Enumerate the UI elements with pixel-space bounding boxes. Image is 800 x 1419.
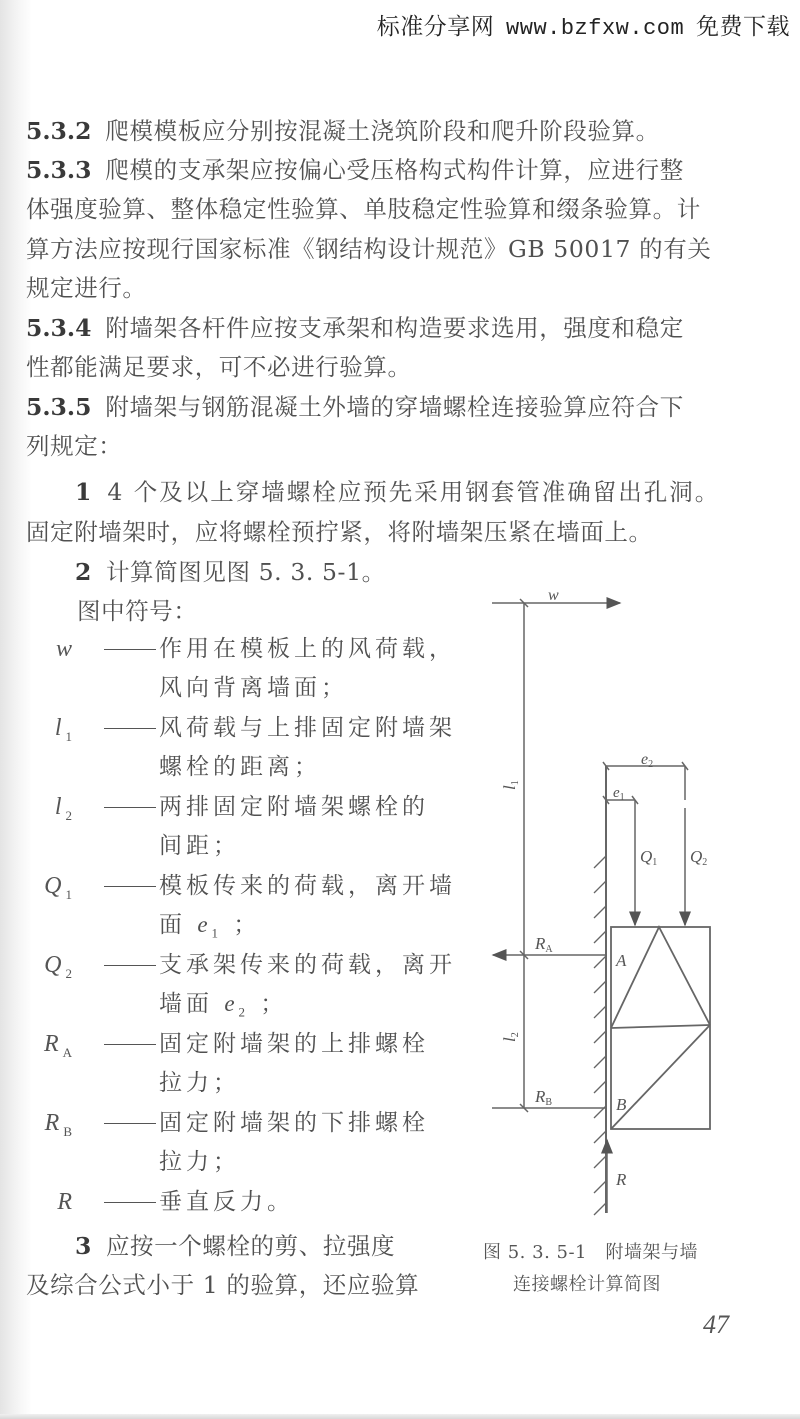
symbol-desc: 固定附墙架的下排螺栓 <box>159 1110 429 1136</box>
clause-number: 5.3.2 <box>26 117 92 145</box>
symbol-label: $l_1$ <box>54 715 76 744</box>
symbol-desc-cont: 墙面 $e_2$ ； <box>159 991 288 1020</box>
figure-caption-line1: 图 5. 3. 5-1 附墙架与墙 <box>483 1242 698 1263</box>
symbol-desc-cont: 螺栓的距离； <box>159 754 321 780</box>
item-text-line: 及综合公式小于 1 的验算，还应验算 <box>26 1271 420 1299</box>
symbol-desc: 模板传来的荷载，离开墙 <box>159 873 456 899</box>
clause-text-line: 算方法应按现行国家标准《钢结构设计规范》GB 50017 的有关 <box>26 235 712 263</box>
label-l1: l1 <box>500 780 521 790</box>
label-q2: Q2 <box>690 847 708 868</box>
label-l2: l2 <box>500 1032 521 1042</box>
item-text-line: 固定附墙架时，应将螺栓预拧紧，将附墙架压紧在墙面上。 <box>26 518 653 546</box>
symbols-heading: 图中符号： <box>77 597 198 625</box>
symbol-label: R <box>57 1189 76 1215</box>
wall-hatching <box>594 856 606 1215</box>
symbol-desc-cont: 面 $e_1$ ； <box>159 912 261 941</box>
clause-text-line: 体强度验算、整体稳定性验算、单肢稳定性验算和缀条验算。计 <box>26 195 701 223</box>
watermark-slogan: 免费下载 <box>696 14 790 40</box>
label-w: w <box>548 587 559 604</box>
clause-text-line: 列规定： <box>26 432 123 460</box>
clause-number: 5.3.3 <box>26 156 92 184</box>
symbol-label: $Q_2$ <box>44 952 76 981</box>
item-text: 计算简图见图 5. 3. 5-1。 <box>105 558 386 586</box>
clause-number: 5.3.4 <box>26 314 92 342</box>
watermark-url[interactable]: www.bzfxw.com <box>506 16 685 41</box>
symbol-desc-cont: 间距； <box>159 833 240 859</box>
symbol-desc-cont: 拉力； <box>159 1070 240 1096</box>
variable-e1: $e_1$ <box>197 912 223 941</box>
symbol-label: $R_B$ <box>44 1110 76 1139</box>
symbol-desc: 作用在模板上的风荷载， <box>159 636 456 662</box>
label-a: A <box>616 951 627 970</box>
item-number: 3 <box>75 1232 92 1260</box>
symbol-desc: 支承架传来的荷载，离开 <box>159 952 456 978</box>
page-number: 47 <box>703 1310 729 1339</box>
symbol-label: $Q_1$ <box>44 873 76 902</box>
label-r: R <box>616 1170 627 1189</box>
symbol-desc-cont: 拉力； <box>159 1149 240 1175</box>
symbol-desc-cont: 风向背离墙面； <box>159 675 348 701</box>
clause-text: 附墙架与钢筋混凝土外墙的穿墙螺栓连接验算应符合下 <box>105 393 684 421</box>
label-e1: $e_1$ <box>613 785 625 803</box>
clause-text: 附墙架各杆件应按支承架和构造要求选用，强度和稳定 <box>105 314 684 342</box>
clause-text-line: 性都能满足要求，可不必进行验算。 <box>26 353 412 381</box>
variable-e2: $e_2$ <box>224 991 250 1020</box>
label-q1: Q1 <box>640 847 658 868</box>
symbol-desc: 两排固定附墙架螺栓的 <box>159 794 429 820</box>
item-text: 应按一个螺栓的剪、拉强度 <box>105 1232 396 1260</box>
symbol-label: w <box>55 636 76 662</box>
clause-text: 爬模模板应分别按混凝土浇筑阶段和爬升阶段验算。 <box>105 117 660 145</box>
symbol-desc: 风荷载与上排固定附墙架 <box>159 715 456 741</box>
clause-text-line: 规定进行。 <box>26 274 147 302</box>
figure-caption-line2: 连接螺栓计算简图 <box>513 1274 661 1295</box>
label-ra: RA <box>535 934 553 955</box>
symbol-desc: 垂直反力。 <box>159 1189 294 1215</box>
clause-text: 爬模的支承架应按偏心受压格构式构件计算，应进行整 <box>105 156 684 184</box>
item-number: 2 <box>75 558 92 586</box>
item-text: 4 个及以上穿墙螺栓应预先采用钢套管准确留出孔洞。 <box>107 478 721 506</box>
item-number: 1 <box>75 478 94 506</box>
symbol-label: $R_A$ <box>43 1031 76 1060</box>
symbol-desc: 固定附墙架的上排螺栓 <box>159 1031 429 1057</box>
clause-number: 5.3.5 <box>26 393 92 421</box>
symbol-label: $l_2$ <box>54 794 76 823</box>
label-rb: RB <box>535 1087 553 1108</box>
label-b: B <box>616 1095 627 1114</box>
label-e2: e2 <box>641 751 654 770</box>
watermark-site-name: 标准分享网 <box>376 14 495 40</box>
